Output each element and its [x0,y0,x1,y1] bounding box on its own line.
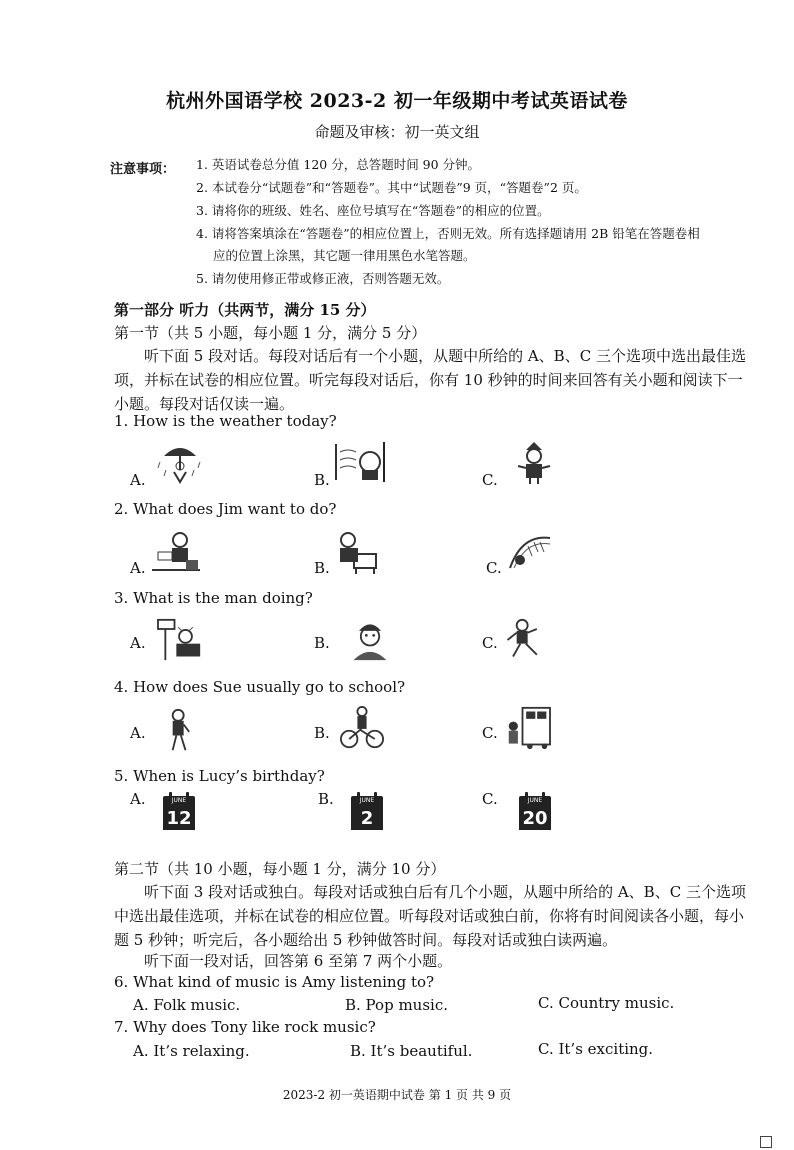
notice-item: 2. 本试卷分“试题卷”和“答题卷”。其中“试题卷”9 页，“答題卷”2 页。 [196,180,587,195]
option-label: A. [130,471,146,489]
dialog-intro: 听下面一段对话，回答第 6 至第 7 两个小题。 [144,952,453,970]
question-text: 7. Why does Tony like rock music? [114,1018,376,1036]
option-label: A. [130,559,146,577]
bike-picture [336,706,388,750]
section-heading: 第一节（共 5 小题，每小题 1 分，满分 5 分） [114,324,427,342]
notice-label: 注意事项： [110,162,176,177]
notice-item: 应的位置上涂黑，其它题一律用黑色水笔答题。 [213,248,476,263]
swimming-picture [504,530,556,574]
option-label: A. [130,634,146,652]
question-text: 2. What does Jim want to do? [114,500,337,518]
running-picture [498,618,550,662]
section-heading: 第二节（共 10 小题，每小题 1 分，满分 10 分） [114,860,446,878]
calendar-day: 2 [360,808,374,829]
page-subtitle: 命题及审核：初一英文组 [314,123,480,141]
question-text: 5. When is Lucy’s birthday? [114,767,325,785]
option-label: C. [482,634,498,652]
option-label: B. [314,724,330,742]
umbrella-rain-picture [154,440,206,484]
calendar-month: JUNE [171,797,187,804]
option-label: C. [482,790,498,808]
option-label: B. [314,559,330,577]
calendar-icon [519,792,551,830]
option-label: C. It’s exciting. [538,1040,654,1058]
calendar-month: JUNE [527,797,543,804]
option-label: B. [314,634,330,652]
bus-picture [502,706,554,750]
part-heading: 第一部分 听力（共两节，满分 15 分） [114,301,376,319]
snowy-cold-picture [508,440,560,484]
man-portrait-picture [344,618,396,662]
page-title: 杭州外国语学校 2023-2 初一年级期中考试英语试卷 [166,90,628,112]
windy-picture [334,440,386,484]
calendar-icon [351,792,383,830]
option-label: A. [130,790,146,808]
option-label: B. [314,471,330,489]
calendar-month: JUNE [359,797,375,804]
sitting-picture [330,530,382,574]
question-text: 6. What kind of music is Amy listening to? [114,973,435,991]
calendar-icon [163,792,195,830]
notice-item: 4. 请将答案填涂在“答题卷”的相应位置上，否则无效。所有选择题请用 2B 铅笔在答题卷相 [196,226,700,241]
question-text: 4. How does Sue usually go to school? [114,678,406,696]
question-text: 3. What is the man doing? [114,589,313,607]
option-label: C. [482,471,498,489]
qr-code-icon [760,1136,772,1148]
reading-picture [150,530,202,574]
notice-item: 5. 请勿使用修正带或修正液，否则答题无效。 [196,271,450,286]
calendar-day: 20 [522,808,548,829]
section-intro: 听下面 3 段对话或独白。每段对话或独白后有几个小题，从题中所给的 A、B、C 三个选项中选出最佳选项，并标在试卷的相应位置。听每段对话或独白前，你将有时间阅读各小题，每小题 5 秒钟；听完后，各小题给出 5 秒钟做答时间。每段对话或独白读两遍。 [114,883,746,949]
notice-item: 3. 请将你的班级、姓名、座位号填写在“答题卷”的相应的位置。 [196,203,550,218]
option-label: C. Country music. [538,994,675,1012]
option-label: A. Folk music. [133,996,241,1014]
option-label: B. [318,790,334,808]
question-text: 1. How is the weather today? [114,412,337,430]
walking-picture [154,708,206,752]
calendar-day: 12 [166,808,192,829]
option-label: B. Pop music. [345,996,448,1014]
option-label: B. It’s beautiful. [350,1042,473,1060]
section-intro: 听下面 5 段对话。每段对话后有一个小题，从题中所给的 A、B、C 三个选项中选出最佳选项，并标在试卷的相应位置。听完每段对话后，你有 10 秒钟的时间来回答有关小题和阅读下一小题。每段对话仅读一遍。 [114,347,746,413]
option-label: A. [130,724,146,742]
option-label: A. It’s relaxing. [133,1042,250,1060]
sign-worker-picture [154,618,206,662]
option-label: C. [486,559,502,577]
option-label: C. [482,724,498,742]
notice-item: 1. 英语试卷总分值 120 分，总答题时间 90 分钟。 [196,157,481,172]
page-footer: 2023-2 初一英语期中试卷 第 1 页 共 9 页 [282,1088,512,1102]
